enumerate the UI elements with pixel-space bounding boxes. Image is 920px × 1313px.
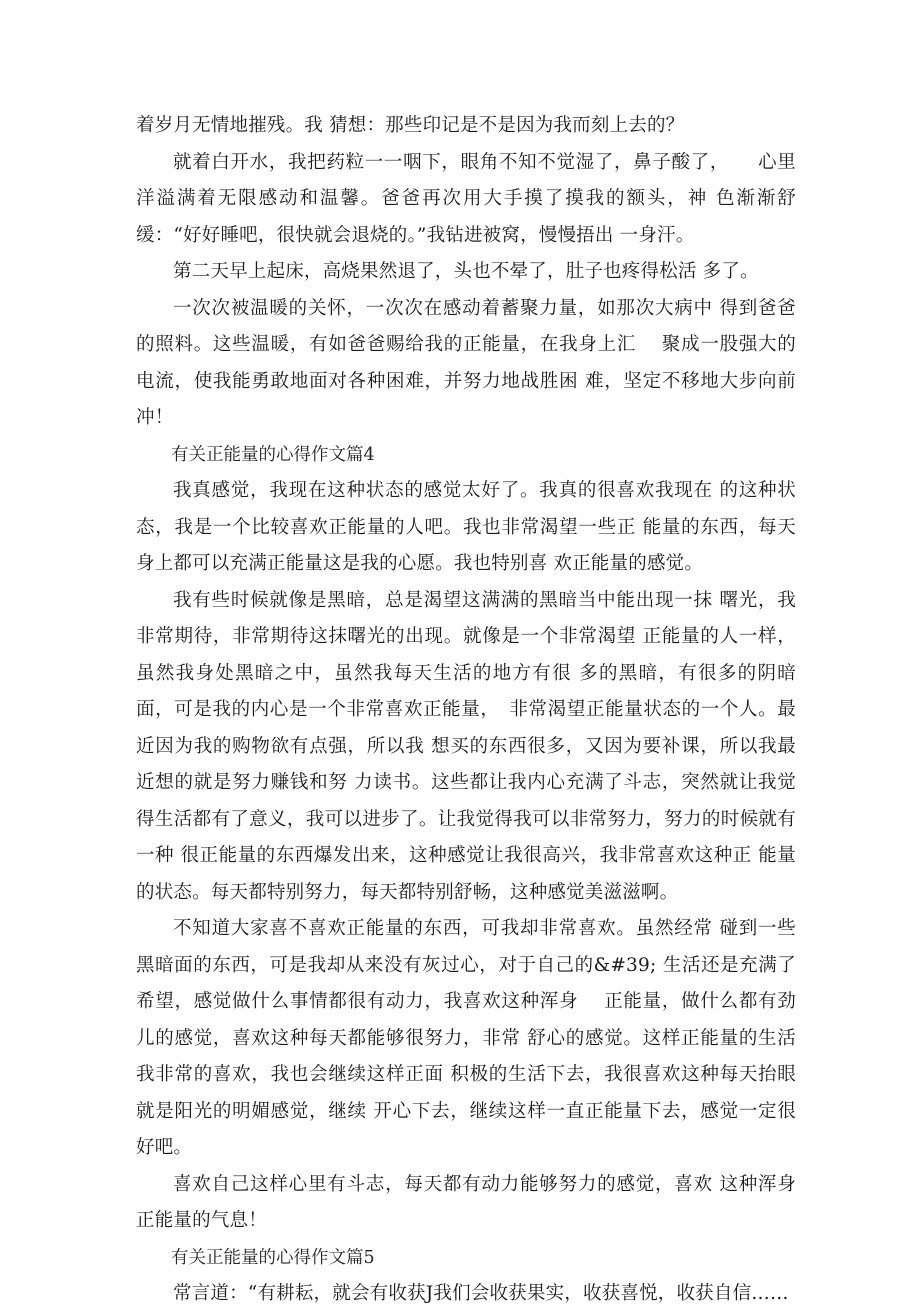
paragraph-5: 我真感觉，我现在这种状态的感觉太好了。我真的很喜欢我现在 的这种状态，我是一个比较喜欢正能量的人吧。我也非常渴望一些正 能量的东西，每天身上都可以充满正能量这是我的心愿。我也特别喜 欢正能量的感觉。 bbox=[136, 480, 796, 574]
paragraph-4: 一次次被温暖的关怀，一次次在感动着蓄聚力量，如那次大病中 得到爸爸的照料。这些温暖，有如爸爸赐给我的正能量，在我身上汇 聚成一股强大的电流，使我能勇敢地面对各种困难，并努力地战胜困 难，坚定不移地大步向前冲！ bbox=[136, 297, 796, 428]
paragraph-3: 第二天早上起床，高烧果然退了，头也不晕了，肚子也疼得松活 多了。 bbox=[173, 261, 759, 282]
paragraph-9: 常言道：“有耕耘，就会有收获J我们会收获果实，收获喜悦，收获自信…… bbox=[173, 1283, 789, 1304]
paragraph-6: 我有些时候就像是黑暗，总是渴望这满满的黑暗当中能出现一抹 曙光，我非常期待，非常期待这抹曙光的出现。就像是一个非常渴望 正能量的人一样，虽然我身处黑暗之中，虽然我每天生活的地方有很 多的黑暗，有很多的阴暗面，可是我的内心是一个非常喜欢正能量， 非常渴望正能量状态的一个人。最近因为我的购物欲有点强，所以我 想买的东西很多，又因为要补课，所以我最近想的就是努力赚钱和努 力读书。这些都让我内心充满了斗志，突然就让我觉得生活都有了意义，我可以进步了。让我觉得我可以非常努力，努力的时候就有一种 很正能量的东西爆发出来，这种感觉让我很高兴，我非常喜欢这种正 能量的状态。每天都特别努力，每天都特别舒畅，这种感觉美滋滋啊。 bbox=[136, 589, 796, 903]
paragraph-7: 不知道大家喜不喜欢正能量的东西，可我却非常喜欢。虽然经常 碰到一些黑暗面的东西，可是我却从来没有灰过心，对于自己的&#39; 生活还是充满了希望，感觉做什么事情都很有动力，我喜欢这种浑身 正能量，做什么都有劲儿的感觉，喜欢这种每天都能够很努力，非常 舒心的感觉。这样正能量的生活我非常的喜欢，我也会继续这样正面 积极的生活下去，我很喜欢这种每天抬眼就是阳光的明媚感觉，继续 开心下去，继续这样一直正能量下去，感觉一定很好吧。 bbox=[136, 918, 796, 1158]
document-page bbox=[136, 108, 796, 1313]
paragraph-2: 就着白开水，我把药粒一一咽下，眼角不知不觉湿了，鼻子酸了， 心里洋溢满着无限感动和温馨。爸爸再次用大手摸了摸我的额头，神 色渐渐舒缓：“好好睡吧，很快就会退烧的。”我钻进被窝，慢慢捂出 一身汗。 bbox=[136, 151, 796, 246]
paragraph-8: 喜欢自己这样心里有斗志，每天都有动力能够努力的感觉，喜欢 这种浑身正能量的气息！ bbox=[136, 1173, 796, 1231]
section-heading-4: 有关正能量的心得作文篇4 bbox=[171, 444, 375, 465]
paragraph-1: 着岁月无情地摧残。我 猜想：那些印记是不是因为我而刻上去的？ bbox=[136, 115, 685, 136]
section-heading-5: 有关正能量的心得作文篇5 bbox=[171, 1247, 375, 1268]
